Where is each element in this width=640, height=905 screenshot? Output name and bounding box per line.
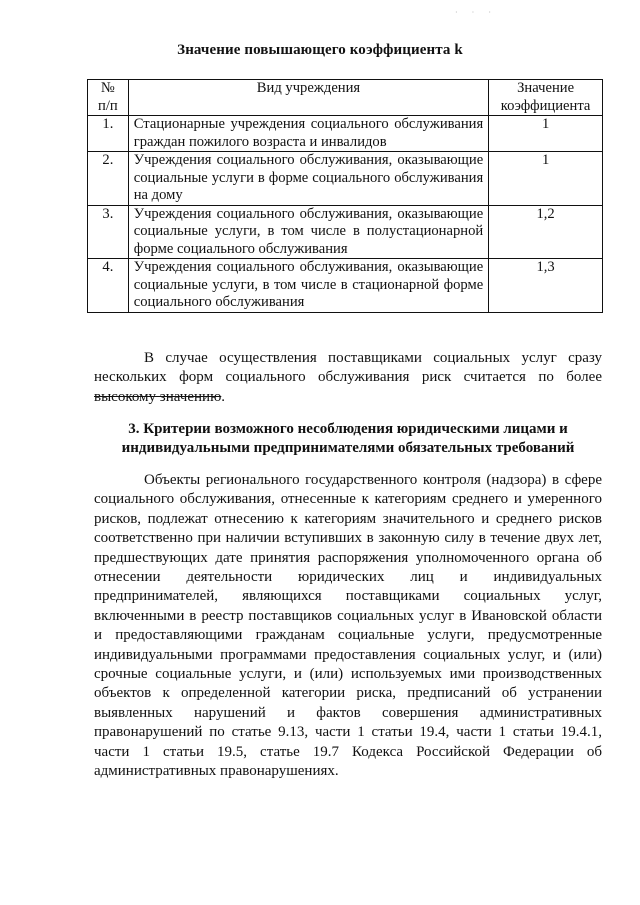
note-text: В случае осуществления поставщиками социальных услуг сразу нескольких форм социального обслуживания риск считается по более <box>94 350 602 386</box>
row-kind: Учреждения социального обслуживания, оказывающие социальные услуги, в том числе в стационарной форме социального обслуживания <box>128 259 488 313</box>
column-header-value <box>489 80 603 116</box>
column-header-value-line2: коэффициента <box>500 97 591 114</box>
column-header-number-line1: № <box>100 80 115 96</box>
row-kind: Учреждения социального обслуживания, оказывающие социальные услуги, в том числе в полустационарной форме социального обслуживания <box>128 205 488 259</box>
note-end: . <box>221 388 226 405</box>
row-number: 4. <box>88 259 129 313</box>
table-row <box>88 259 603 313</box>
column-header-number <box>88 80 129 116</box>
column-header-number-line2: п/п <box>98 97 118 114</box>
section-heading: 3. Критерии возможного несоблюдения юридическими лицами и индивидуальными предпринимателями обязательных требований <box>121 421 575 456</box>
section-paragraph: Объекты регионального государственного контроля (надзора) в сфере социального обслуживания, отнесенные к категориям среднего и умеренного рисков, подлежат отнесению к категориям значительного и среднего рисков соответственно при наличии вступивших в законную силу в течение двух лет, предшествующих дате принятия распоряжения уполномоченного органа об отнесении деятельности юридических лиц и индивидуальных предпринимателей, являющихся поставщиками социальных услуг, включенными в реестр поставщиков социальных услуг в Ивановской области и предоставляющими гражданам социальные услуги, предусмотренные индивидуальными программами предоставления социальных услуг, и (или) срочные социальные услуги, и (или) используемых ими производственных объектов к определенной категории риска, предписаний об устранении выявленных нарушений и фактов совершения административных правонарушений по статье 9.13, части 1 статьи 19.4, части 1 статьи 19.4.1, части 1 статьи 19.5, статье 19.7 Кодекса Российской Федерации об административных правонарушениях. <box>94 472 602 780</box>
row-number: 1. <box>88 116 129 152</box>
row-value: 1 <box>489 152 603 206</box>
coefficient-table <box>87 79 603 313</box>
row-value: 1,3 <box>489 259 603 313</box>
table-row <box>88 205 603 259</box>
table-row <box>88 116 603 152</box>
table-header-row <box>88 80 603 116</box>
row-number: 2. <box>88 152 129 206</box>
row-value: 1 <box>489 116 603 152</box>
table-row <box>88 152 603 206</box>
note-paragraph <box>94 349 602 407</box>
scan-noise: · · · <box>455 8 497 17</box>
row-number: 3. <box>88 205 129 259</box>
row-kind: Учреждения социального обслуживания, оказывающие социальные услуги в форме социального обслуживания на дому <box>128 152 488 206</box>
column-header-kind: Вид учреждения <box>128 80 488 116</box>
note-struck-text: высокому значению <box>94 388 222 405</box>
row-kind: Стационарные учреждения социального обслуживания граждан пожилого возраста и инвалидов <box>128 116 488 152</box>
row-value: 1,2 <box>489 205 603 259</box>
column-header-value-line1: Значение <box>517 80 575 96</box>
page-title: Значение повышающего коэффициента k <box>177 42 463 58</box>
